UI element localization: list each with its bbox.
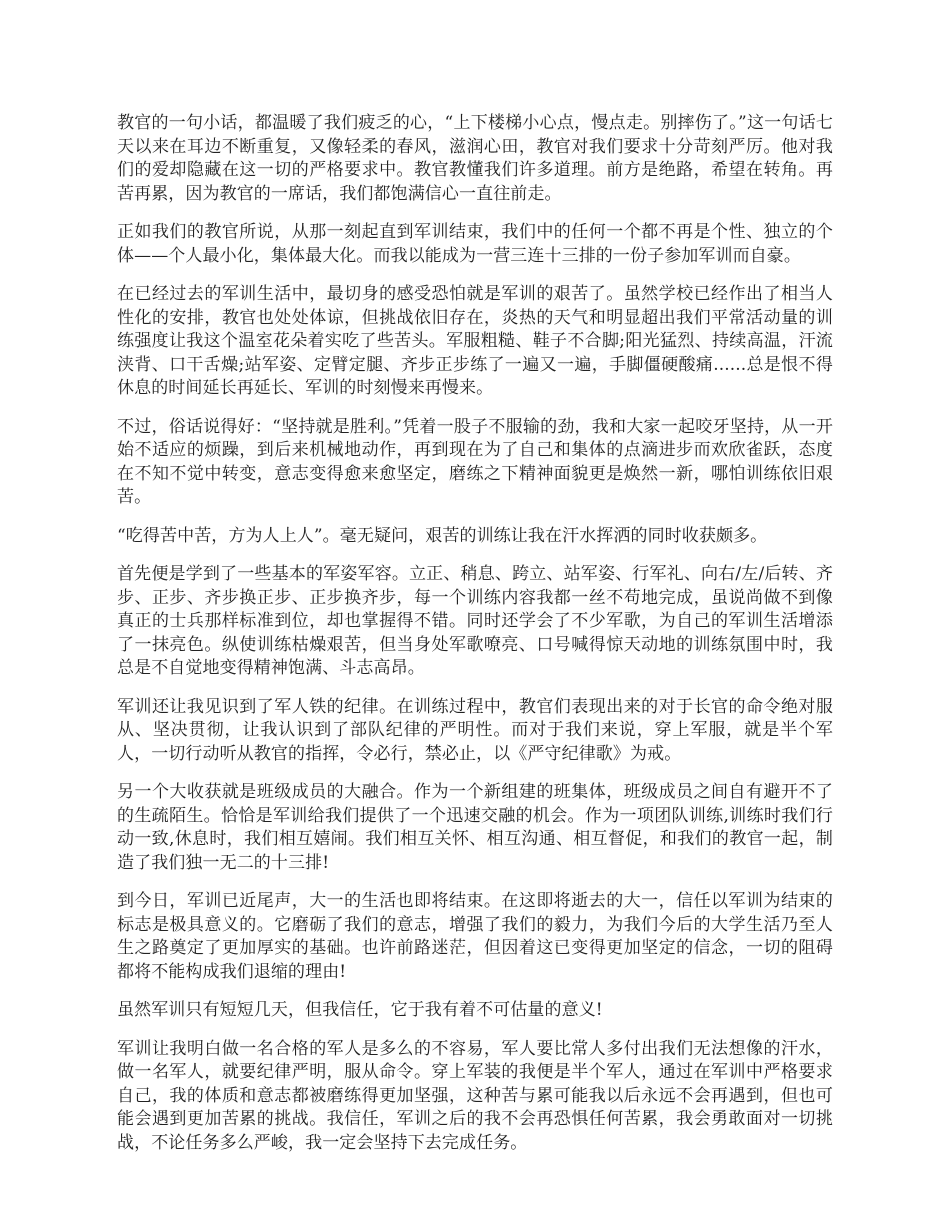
paragraph-9: 到今日，军训已近尾声，大一的生活也即将结束。在这即将逝去的大一，信任以军训为结束的标志是极具意义的。它磨砺了我们的意志，增强了我们的毅力，为我们今后的大学生活乃至人生之路奠定了更加厚实的基础。也许前路迷茫，但因着这已变得更加坚定的信念，一切的阻碍都将不能构成我们退缩的理由! — [117, 891, 833, 982]
paragraph-4: 不过，俗话说得好：“坚持就是胜利。”凭着一股子不服输的劲，我和大家一起咬牙坚持，从一开始不适应的烦躁，到后来机械地动作，再到现在为了自己和集体的点滴进步而欢欣雀跃，态度在不知不觉中转变，意志变得愈来愈坚定，磨练之下精神面貌更是焕然一新，哪怕训练依旧艰苦。 — [117, 416, 833, 507]
paragraph-3: 在已经过去的军训生活中，最切身的感受恐怕就是军训的艰苦了。虽然学校已经作出了相当人性化的安排，教官也处处体谅，但挑战依旧存在，炎热的天气和明显超出我们平常活动量的训练强度让我这个温室花朵着实吃了些苦头。军服粗糙、鞋子不合脚;阳光猛烈、持续高温，汗流浃背、口干舌燥;站军姿、定臂定腿、齐步正步练了一遍又一遍，手脚僵硬酸痛......总是恨不得休息的时间延长再延长、军训的时刻慢来再慢来。 — [117, 284, 833, 398]
paragraph-8: 另一个大收获就是班级成员的大融合。作为一个新组建的班集体，班级成员之间自有避开不了的生疏陌生。恰恰是军训给我们提供了一个迅速交融的机会。作为一项团队训练,训练时我们行动一致,休息时，我们相互嬉闹。我们相互关怀、相互沟通、相互督促，和我们的教官一起，制造了我们独一无二的十三排! — [117, 782, 833, 873]
paragraph-7: 军训还让我见识到了军人铁的纪律。在训练过程中，教官们表现出来的对于长官的命令绝对服从、坚决贯彻，让我认识到了部队纪律的严明性。而对于我们来说，穿上军服，就是半个军人，一切行动听从教官的指挥，令必行，禁必止，以《严守纪律歌》为戒。 — [117, 696, 833, 764]
paragraph-10: 虽然军训只有短短几天，但我信任，它于我有着不可估量的意义! — [117, 1000, 603, 1020]
paragraph-1: 教官的一句小话，都温暖了我们疲乏的心，“上下楼梯小心点，慢点走。别摔伤了。”这一句话七天以来在耳边不断重复，又像轻柔的春风，滋润心田，教官对我们要求十分苛刻严厉。他对我们的爱却隐藏在这一切的严格要求中。教官教懂我们许多道理。前方是绝路，希望在转角。再苦再累，因为教官的一席话，我们都饱满信心一直往前走。 — [117, 113, 833, 204]
paragraph-5: “吃得苦中苦，方为人上人”。毫无疑问，艰苦的训练让我在汗水挥洒的同时收获颇多。 — [117, 525, 768, 546]
paragraph-6: 首先便是学到了一些基本的军姿军容。立正、稍息、跨立、站军姿、行军礼、向右/左/后转、齐步、正步、齐步换正步、正步换齐步，每一个训练内容我都一丝不苟地完成，虽说尚做不到像真正的士兵那样标准到位，却也掌握得不错。同时还学会了不少军歌，为自己的军训生活增添了一抹亮色。纵使训练枯燥艰苦，但当身处军歌嘹亮、口号喊得惊天动地的训练氛围中时，我总是不自觉地变得精神饱满、斗志高昂。 — [117, 564, 833, 678]
paragraph-2: 正如我们的教官所说，从那一刻起直到军训结束，我们中的任何一个都不再是个性、独立的个体——个人最小化，集体最大化。而我以能成为一营三连十三排的一份子参加军训而自豪。 — [117, 222, 833, 266]
paragraph-11: 军训让我明白做一名合格的军人是多么的不容易，军人要比常人多付出我们无法想像的汗水，做一名军人，就要纪律严明，服从命令。穿上军装的我便是半个军人，通过在军训中严格要求自己，我的体质和意志都被磨练得更加坚强，这种苦与累可能我以后永远不会再遇到，但也可能会遇到更加苦累的挑战。我信任，军训之后的我不会再恐惧任何苦累，我会勇敢面对一切挑战，不论任务多么严峻，我一定会坚持下去完成任务。 — [117, 1038, 833, 1153]
